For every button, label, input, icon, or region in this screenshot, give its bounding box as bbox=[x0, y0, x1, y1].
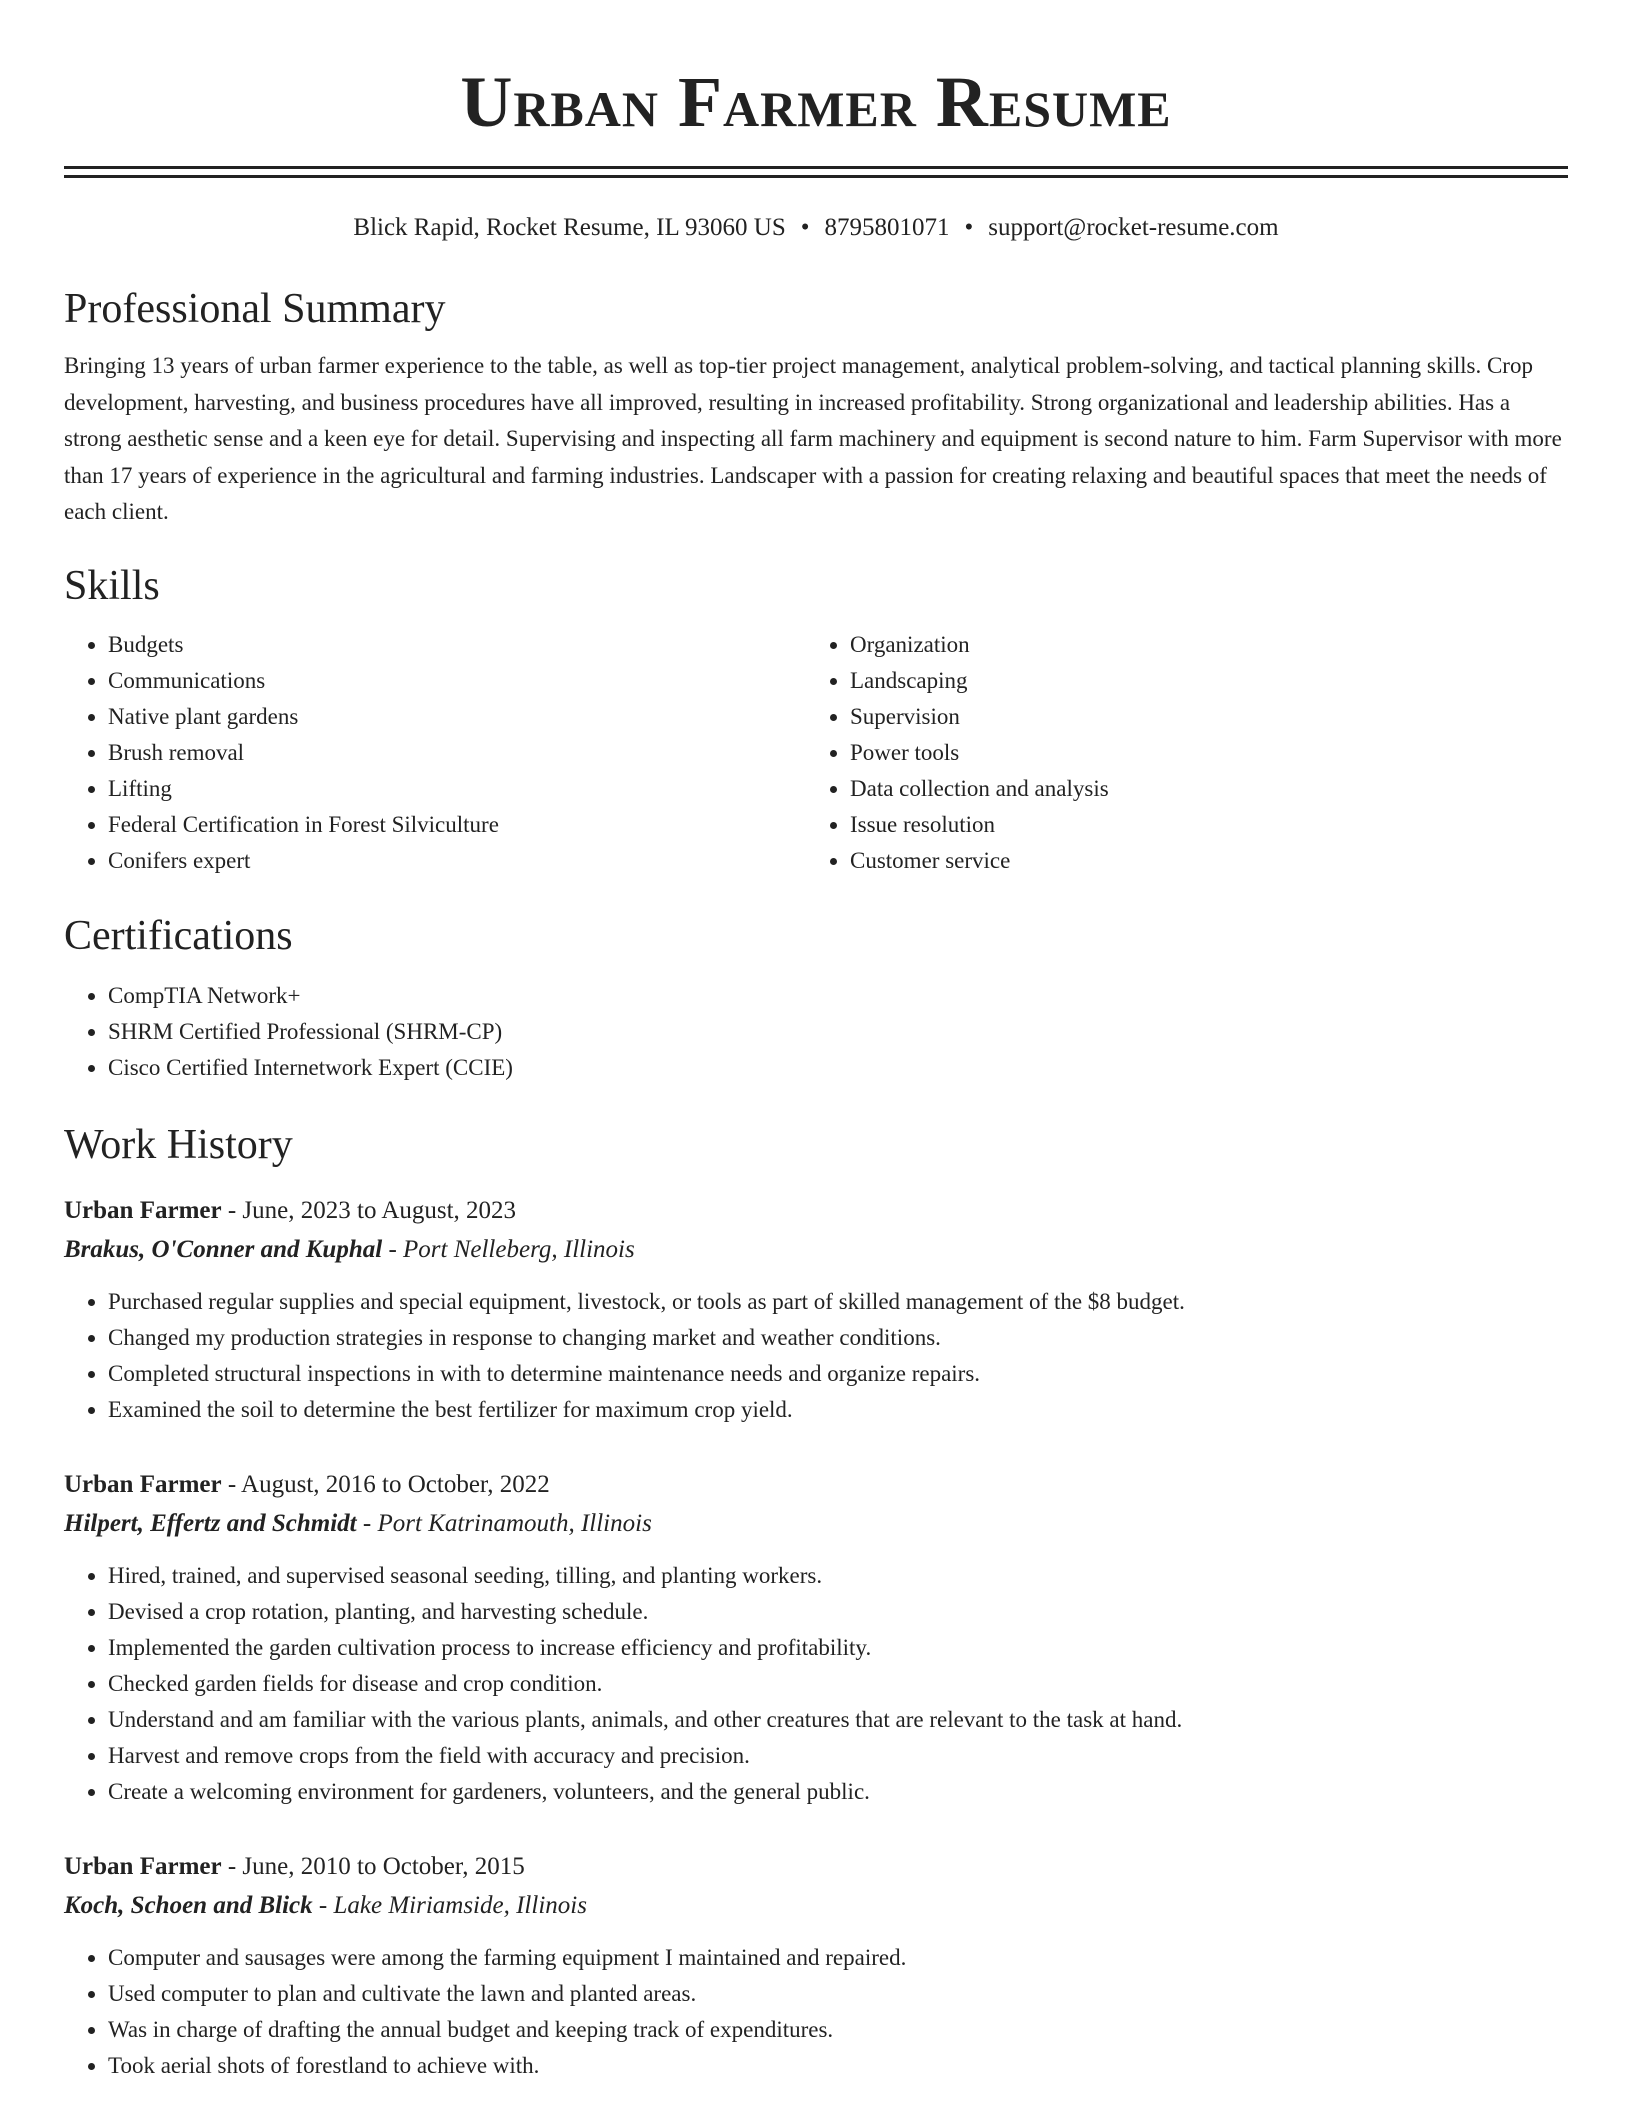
job-dates: June, 2023 to August, 2023 bbox=[242, 1196, 517, 1224]
certification-item: • CompTIA Network+ bbox=[108, 978, 1568, 1014]
job-employer-line: Brakus, O'Conner and Kuphal - Port Nelleberg, Illinois bbox=[64, 1235, 635, 1263]
job-duty: • Devised a crop rotation, planting, and harvesting schedule. bbox=[108, 1594, 1568, 1630]
skills-heading: Skills bbox=[64, 562, 160, 609]
job-role: Urban Farmer bbox=[64, 1852, 222, 1880]
work-history-section bbox=[64, 1120, 1568, 2084]
job-company: Koch, Schoen and Blick bbox=[64, 1891, 313, 1919]
contact-email: support@rocket-resume.com bbox=[988, 214, 1279, 241]
job-employer-line: Koch, Schoen and Blick - Lake Miriamside, Illinois bbox=[64, 1891, 587, 1919]
work-history-heading: Work History bbox=[64, 1121, 293, 1168]
summary-section bbox=[64, 284, 1568, 531]
job-dates: August, 2016 to October, 2022 bbox=[241, 1470, 550, 1498]
contact-separator: • bbox=[800, 214, 810, 241]
job-duty: • Implemented the garden cultivation process to increase efficiency and profitability. bbox=[108, 1630, 1568, 1666]
skills-column-right bbox=[806, 627, 1548, 879]
job-entry bbox=[64, 1848, 1568, 2084]
skill-item: • Budgets bbox=[108, 627, 806, 663]
job-duty: • Completed structural inspections in with to determine maintenance needs and organize repairs. bbox=[108, 1356, 1568, 1392]
contact-address: Blick Rapid, Rocket Resume, IL 93060 US bbox=[353, 214, 786, 241]
certifications-list bbox=[64, 978, 1568, 1086]
job-duty: • Changed my production strategies in response to changing market and weather conditions. bbox=[108, 1320, 1568, 1356]
job-dates: June, 2010 to October, 2015 bbox=[242, 1852, 525, 1880]
skill-item: • Supervision bbox=[850, 699, 1548, 735]
job-duty: • Took aerial shots of forestland to achieve with. bbox=[108, 2048, 1568, 2084]
job-duty: • Examined the soil to determine the best fertilizer for maximum crop yield. bbox=[108, 1392, 1568, 1428]
job-duty: • Purchased regular supplies and special equipment, livestock, or tools as part of skilled management of the $8 budget. bbox=[108, 1284, 1568, 1320]
certifications-section bbox=[64, 911, 1568, 1086]
job-duty: • Harvest and remove crops from the field with accuracy and precision. bbox=[108, 1738, 1568, 1774]
job-location: Port Nelleberg, Illinois bbox=[403, 1235, 635, 1263]
job-role: Urban Farmer bbox=[64, 1196, 222, 1224]
certification-item: • Cisco Certified Internetwork Expert (CCIE) bbox=[108, 1050, 1568, 1086]
certification-item: • SHRM Certified Professional (SHRM-CP) bbox=[108, 1014, 1568, 1050]
skills-grid bbox=[64, 627, 1568, 879]
skill-item: • Issue resolution bbox=[850, 807, 1548, 843]
job-entry bbox=[64, 1192, 1568, 1428]
skill-item: • Customer service bbox=[850, 843, 1548, 879]
skill-item: • Organization bbox=[850, 627, 1548, 663]
title-rule-bottom bbox=[64, 175, 1568, 178]
job-duty: • Create a welcoming environment for gardeners, volunteers, and the general public. bbox=[108, 1774, 1568, 1810]
job-title-line: Urban Farmer - June, 2010 to October, 2015 bbox=[64, 1852, 525, 1880]
job-duty: • Computer and sausages were among the farming equipment I maintained and repaired. bbox=[108, 1940, 1568, 1976]
skill-item: • Power tools bbox=[850, 735, 1548, 771]
skills-list-left bbox=[64, 627, 806, 879]
job-duty: • Checked garden fields for disease and crop condition. bbox=[108, 1666, 1568, 1702]
contact-phone: 8795801071 bbox=[824, 214, 950, 241]
job-duty: • Used computer to plan and cultivate the lawn and planted areas. bbox=[108, 1976, 1568, 2012]
skill-item: • Federal Certification in Forest Silviculture bbox=[108, 807, 806, 843]
job-duty: • Understand and am familiar with the various plants, animals, and other creatures that are relevant to the task at hand. bbox=[108, 1702, 1568, 1738]
skill-item: • Conifers expert bbox=[108, 843, 806, 879]
job-company: Brakus, O'Conner and Kuphal bbox=[64, 1235, 383, 1263]
job-location: Port Katrinamouth, Illinois bbox=[377, 1509, 652, 1537]
skill-item: • Native plant gardens bbox=[108, 699, 806, 735]
skills-column-left bbox=[64, 627, 806, 879]
job-company: Hilpert, Effertz and Schmidt bbox=[64, 1509, 357, 1537]
skill-item: • Brush removal bbox=[108, 735, 806, 771]
job-location: Lake Miriamside, Illinois bbox=[333, 1891, 587, 1919]
skill-item: • Landscaping bbox=[850, 663, 1548, 699]
job-duty: • Was in charge of drafting the annual budget and keeping track of expenditures. bbox=[108, 2012, 1568, 2048]
certifications-heading: Certifications bbox=[64, 912, 293, 959]
resume-title: Urban Farmer Resume bbox=[460, 62, 1172, 142]
job-duties-list bbox=[64, 1558, 1568, 1810]
job-employer-line: Hilpert, Effertz and Schmidt - Port Katrinamouth, Illinois bbox=[64, 1509, 652, 1537]
skill-item: • Lifting bbox=[108, 771, 806, 807]
job-duty: • Hired, trained, and supervised seasonal seeding, tilling, and planting workers. bbox=[108, 1558, 1568, 1594]
skills-list-right bbox=[806, 627, 1548, 879]
contact-line bbox=[64, 212, 1568, 244]
skills-section bbox=[64, 561, 1568, 879]
job-duties-list bbox=[64, 1940, 1568, 2084]
job-duties-list bbox=[64, 1284, 1568, 1428]
summary-text: Bringing 13 years of urban farmer experience to the table, as well as top-tier project management, analytical problem-solving, and tactical planning skills. Crop development, harvesting, and business procedures have all improved, resulting in increased profitability. Strong organizational and leadership abilities. Has a strong aesthetic sense and a keen eye for detail. Supervising and inspecting all farm machinery and equipment is second nature to him. Farm Supervisor with more than 17 years of experience in the agricultural and farming industries. Landscaper with a passion for creating relaxing and beautiful spaces that meet the needs of each client. bbox=[64, 353, 1562, 524]
job-entry bbox=[64, 1466, 1568, 1810]
skill-item: • Communications bbox=[108, 663, 806, 699]
job-role: Urban Farmer bbox=[64, 1470, 222, 1498]
summary-heading: Professional Summary bbox=[64, 286, 446, 332]
job-title-line: Urban Farmer - June, 2023 to August, 2023 bbox=[64, 1196, 517, 1224]
job-title-line: Urban Farmer - August, 2016 to October, 2022 bbox=[64, 1470, 550, 1498]
skill-item: • Data collection and analysis bbox=[850, 771, 1548, 807]
contact-separator: • bbox=[964, 214, 974, 241]
